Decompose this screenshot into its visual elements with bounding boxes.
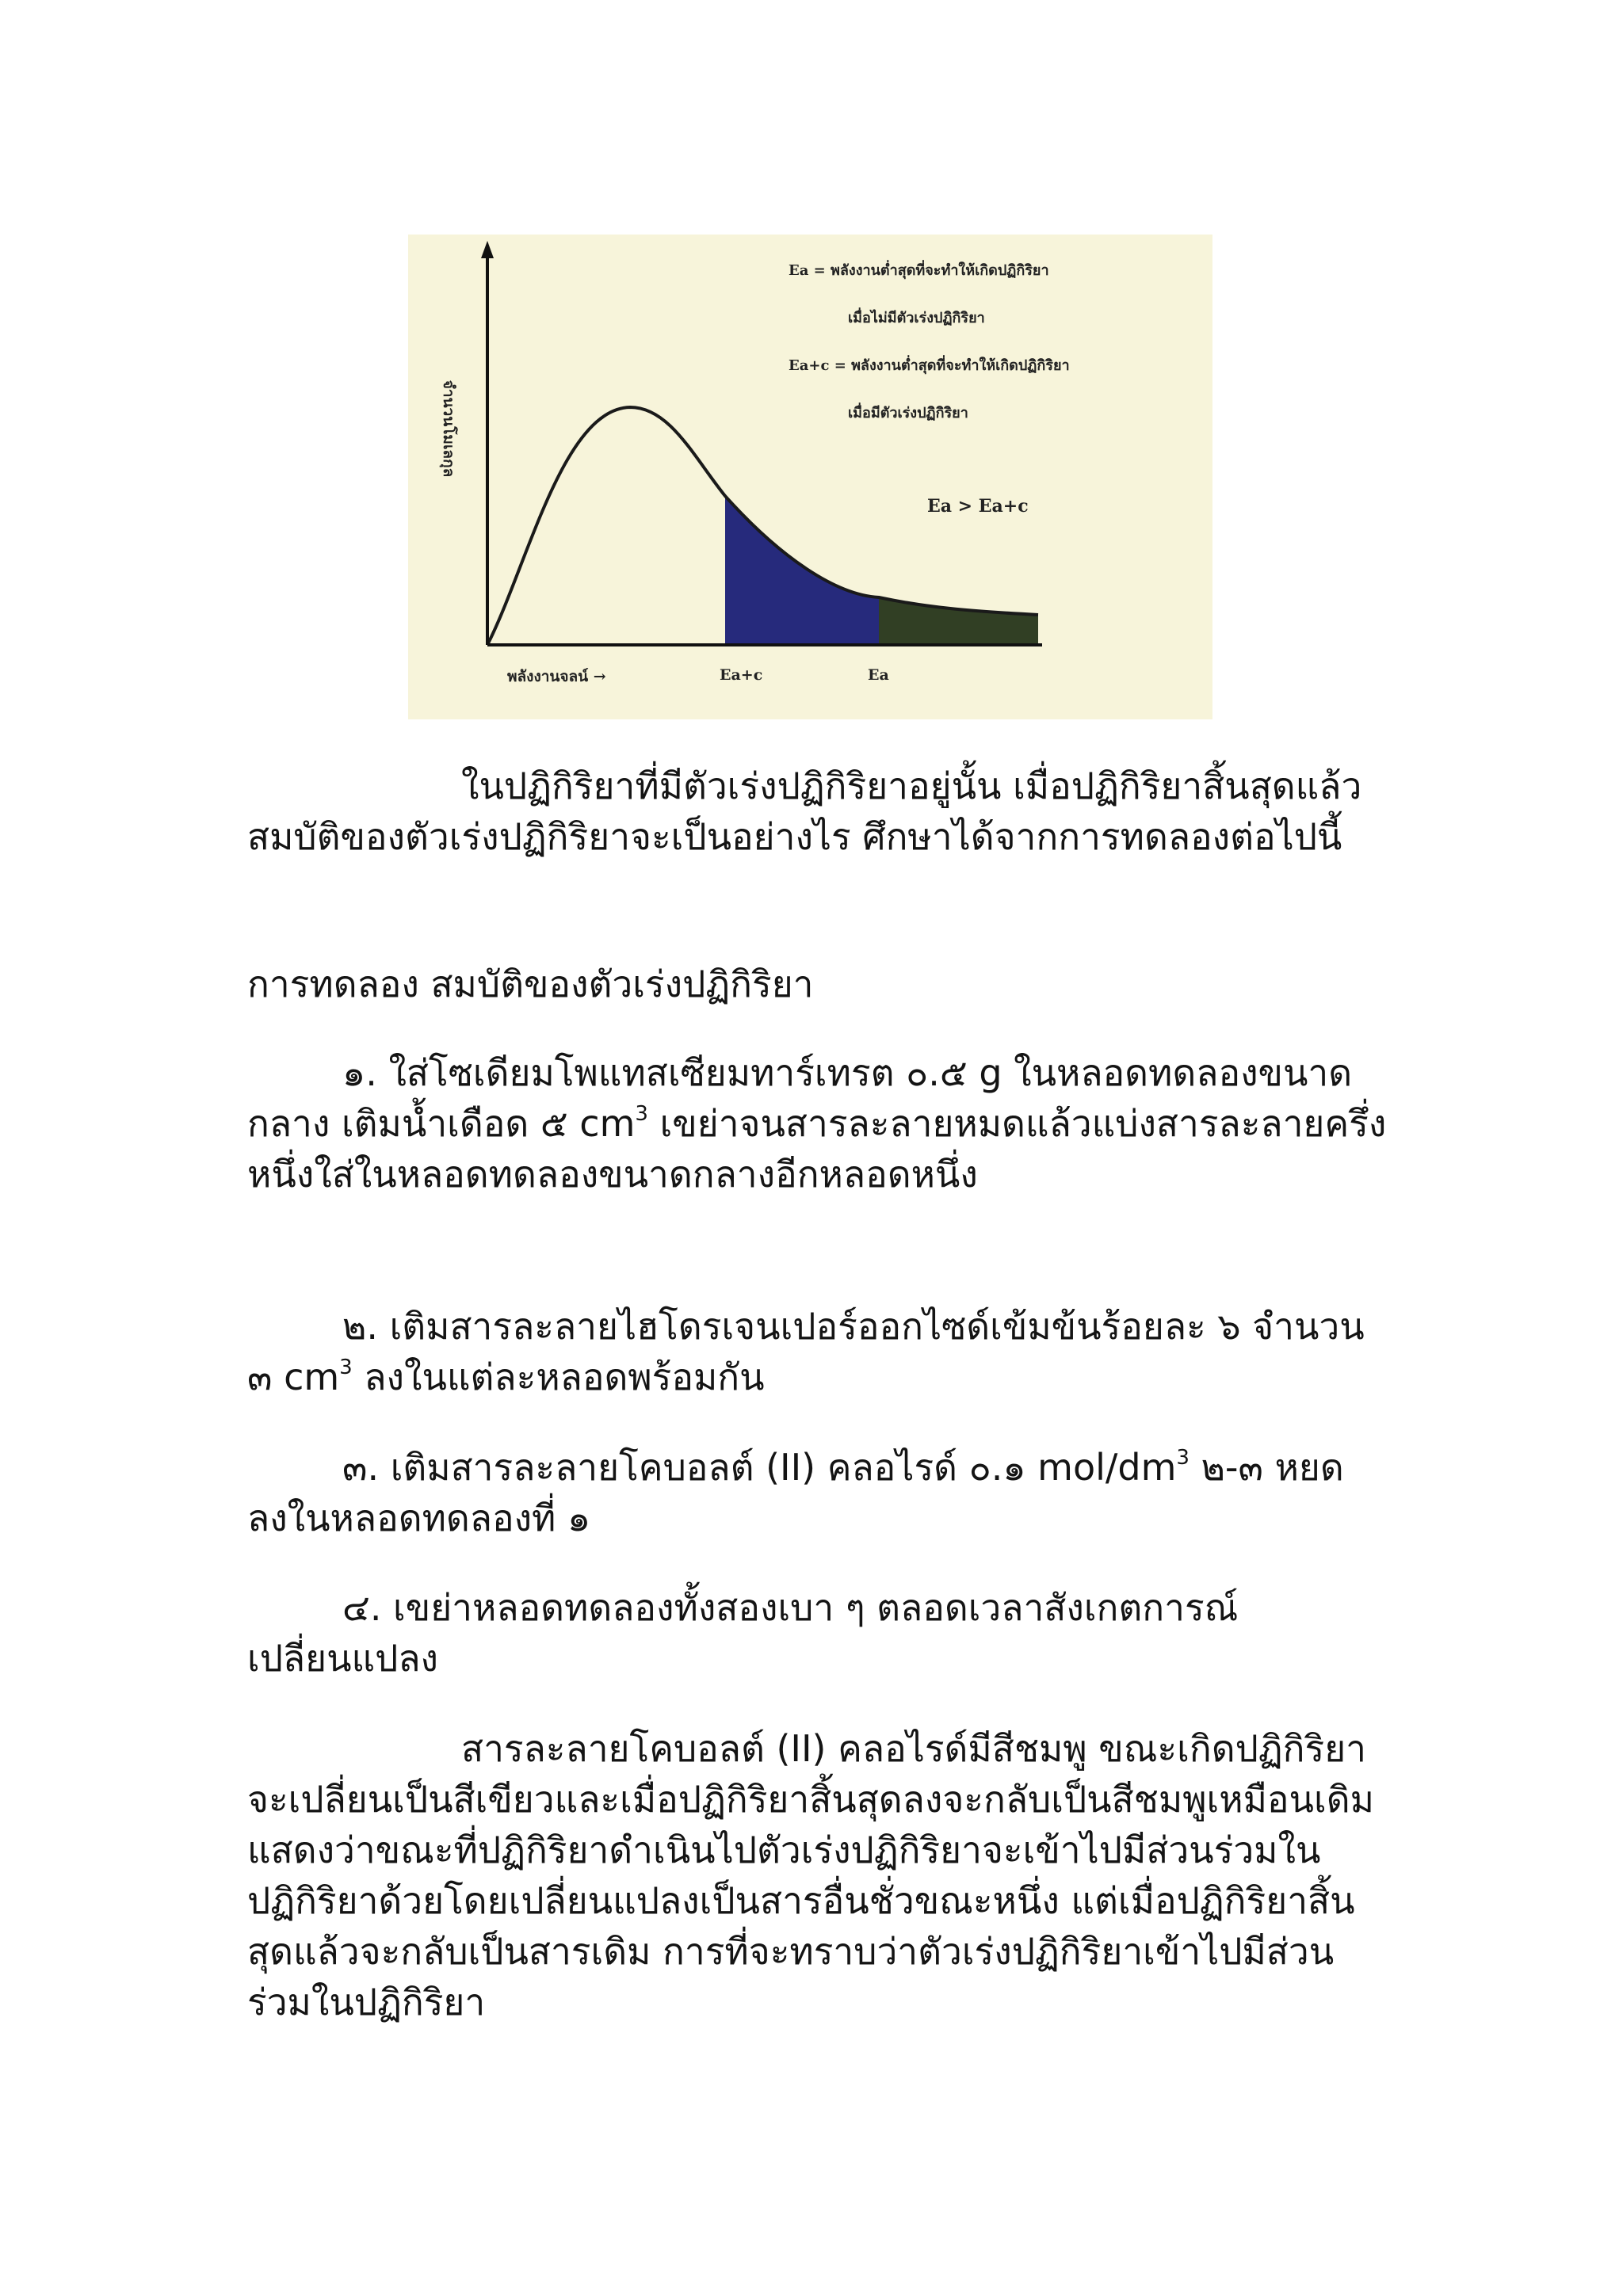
inequality-label: Ea > Ea+c — [927, 496, 1029, 517]
legend-symbol-ea-c: Ea+c — [789, 357, 830, 374]
step-3-superscript: 3 — [1176, 1446, 1190, 1470]
conclusion-paragraph — [247, 1723, 1388, 2027]
legend-text-1: = พลังงานต่ำสุดที่จะทำให้เกิดปฏิกิริยา — [813, 262, 1049, 279]
legend-line-2 — [848, 306, 985, 329]
intro-paragraph — [247, 761, 1388, 862]
step-3-rest: ๒-๓ หยด ลงในหลอดทดลองที่ ๑ — [247, 1446, 1344, 1539]
step-3 — [247, 1442, 1388, 1543]
step-2-superscript: 3 — [339, 1356, 353, 1379]
y-axis-label: จำนวนโมเลกุล — [440, 379, 458, 478]
step-3-text: ๓. เติมสารละลายโคบอลต์ (II) คลอไรด์ ๐.๑ mol/dm — [342, 1446, 1177, 1489]
step-1-text: ๑. ใส่โซเดียมโพแทสเซียมทาร์เทรต ๐.๕ g ในหลอดทดลองขนาดกลาง เติมน้ำเดือด ๕ cm — [247, 1051, 1353, 1145]
step-2 — [247, 1301, 1388, 1402]
step-2-text: ๒. เติมสารละลายไฮโดรเจนเปอร์ออกไซด์เข้มข้นร้อยละ ๖ จำนวน ๓ cm — [247, 1305, 1365, 1398]
marker-ea-catalyst: Ea+c — [720, 666, 763, 684]
step-1-rest: เขย่าจนสารละลายหมดแล้วแบ่งสารละลายครึ่งหนึ่งใส่ในหลอดทดลองขนาดกลางอีกหลอดหนึ่ง — [247, 1102, 1387, 1196]
heading-text: การทดลอง สมบัติของตัวเร่งปฏิกิริยา — [247, 963, 814, 1005]
marker-ea: Ea — [868, 666, 889, 684]
intro-text: ในปฏิกิริยาที่มีตัวเร่งปฏิกิริยาอยู่นั้น เมื่อปฏิกิริยาสิ้นสุดแล้ว สมบัติของตัวเร่งปฏิกิริยาจะเป็นอย่างไร ศึกษาได้จากการทดลองต่อไปนี้ — [247, 765, 1362, 858]
legend-text-4: เมื่อมีตัวเร่งปฏิกิริยา — [848, 405, 968, 421]
legend-text-3: = พลังงานต่ำสุดที่จะทำให้เกิดปฏิกิริยา — [834, 357, 1070, 374]
x-axis-label: พลังงานจลน์ → — [507, 668, 606, 685]
legend-line-4 — [848, 401, 968, 424]
y-axis-arrow — [481, 241, 494, 258]
legend-text-2: เมื่อไม่มีตัวเร่งปฏิกิริยา — [848, 310, 985, 326]
no-catalyst-region-green — [879, 597, 1038, 645]
legend-line-1 — [789, 258, 1049, 281]
experiment-heading — [247, 959, 1388, 1009]
step-4 — [247, 1582, 1388, 1684]
energy-distribution-figure — [408, 235, 1212, 719]
distribution-graph — [408, 235, 1212, 719]
legend-symbol-ea: Ea — [789, 262, 809, 279]
step-1 — [247, 1047, 1388, 1199]
step-4-text: ๔. เขย่าหลอดทดลองทั้งสองเบา ๆ ตลอดเวลาสังเกตการณ์เปลี่ยนแปลง — [247, 1586, 1239, 1680]
step-2-rest: ลงในแต่ละหลอดพร้อมกัน — [352, 1356, 765, 1398]
conclusion-text: สารละลายโคบอลต์ (II) คลอไรด์มีสีชมพู ขณะเกิดปฏิกิริยาจะเปลี่ยนเป็นสีเขียวและเมื่อปฏิกิริยาสิ้นสุดลงจะกลับเป็นสีชมพูเหมือนเดิม แสดงว่าขณะที่ปฏิกิริยาดำเนินไปตัวเร่งปฏิกิริยาจะเข้าไปมีส่วนร่วมในปฏิกิริยาด้วยโดยเปลี่ยนแปลงเป็นสารอื่นชั่วขณะหนึ่ง แต่เมื่อปฏิกิริยาสิ้นสุดแล้วจะกลับเป็นสารเดิม การที่จะทราบว่าตัวเร่งปฏิกิริยาเข้าไปมีส่วนร่วมในปฏิกิริยา — [247, 1727, 1374, 2023]
step-1-superscript: 3 — [635, 1102, 648, 1126]
legend-line-3 — [789, 353, 1070, 376]
